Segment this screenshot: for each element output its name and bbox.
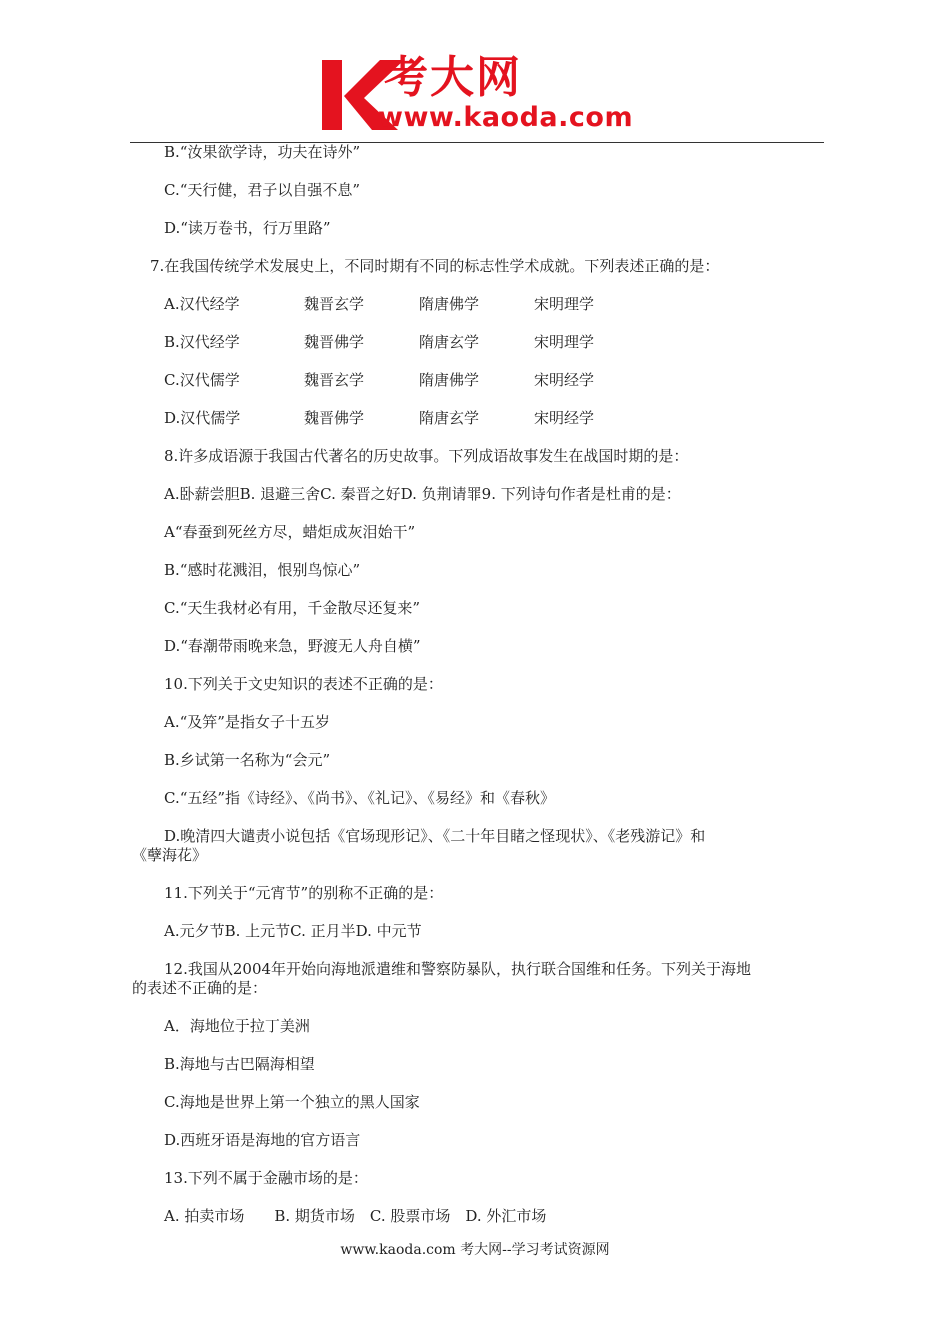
option-cell: 宋明经学 bbox=[534, 409, 595, 427]
q6-option-b: B.“汝果欲学诗，功夫在诗外” bbox=[164, 143, 361, 161]
q10-stem: 10.下列关于文史知识的表述不正确的是： bbox=[164, 675, 443, 693]
q9-option-a: A“春蚕到死丝方尽，蜡炬成灰泪始干” bbox=[164, 523, 416, 541]
q10-option-d-line1: D.晚清四大谴责小说包括《官场现形记》、《二十年目睹之怪现状》、《老残游记》和 bbox=[164, 827, 706, 845]
q12-stem-line2: 的表述不正确的是： bbox=[132, 979, 268, 997]
q12-stem-line1: 12.我国从2004年开始向海地派遣维和警察防暴队，执行联合国维和任务。下列关于海地 bbox=[164, 960, 752, 978]
q7-option-b bbox=[132, 333, 822, 352]
q9-option-c: C.“天生我材必有用，千金散尽还复来” bbox=[164, 599, 421, 617]
option-cell: 隋唐玄学 bbox=[419, 409, 480, 427]
q13-options: A. 拍卖市场 B. 期货市场 C. 股票市场 D. 外汇市场 bbox=[164, 1207, 547, 1225]
option-cell: 宋明经学 bbox=[534, 371, 595, 389]
option-cell: 宋明理学 bbox=[534, 333, 595, 351]
option-cell: 隋唐佛学 bbox=[419, 295, 480, 313]
option-cell: 隋唐玄学 bbox=[419, 333, 480, 351]
option-cell: 魏晋玄学 bbox=[304, 295, 365, 313]
q12-option-a: A．海地位于拉丁美洲 bbox=[164, 1017, 310, 1035]
q6-option-c: C.“天行健，君子以自强不息” bbox=[164, 181, 361, 199]
q11-stem: 11.下列关于“元宵节”的别称不正确的是： bbox=[164, 884, 444, 902]
q8-options-q9-stem: A.卧薪尝胆B. 退避三舍C. 秦晋之好D. 负荆请罪9. 下列诗句作者是杜甫的是： bbox=[164, 485, 681, 503]
q9-option-b: B.“感时花溅泪，恨别鸟惊心” bbox=[164, 561, 361, 579]
kaoda-logo[interactable] bbox=[318, 52, 648, 136]
option-cell: D.汉代儒学 bbox=[164, 409, 241, 427]
q12-option-c: C.海地是世界上第一个独立的黑人国家 bbox=[164, 1093, 420, 1111]
q10-option-a: A.“及笄”是指女子十五岁 bbox=[164, 713, 330, 731]
q10-option-c: C.“五经”指《诗经》、《尚书》、《礼记》、《易经》和《春秋》 bbox=[164, 789, 556, 807]
option-cell: 魏晋佛学 bbox=[304, 333, 365, 351]
option-cell: 魏晋佛学 bbox=[304, 409, 365, 427]
q7-option-a bbox=[132, 295, 822, 314]
option-cell: B.汉代经学 bbox=[164, 333, 240, 351]
q13-stem: 13.下列不属于金融市场的是： bbox=[164, 1169, 368, 1187]
option-cell: A.汉代经学 bbox=[164, 295, 240, 313]
q9-option-d: D.“春潮带雨晚来急，野渡无人舟自横” bbox=[164, 637, 421, 655]
option-cell: C.汉代儒学 bbox=[164, 371, 240, 389]
q12-option-b: B.海地与古巴隔海相望 bbox=[164, 1055, 315, 1073]
option-cell: 隋唐佛学 bbox=[419, 371, 480, 389]
document-body bbox=[132, 143, 822, 1226]
q6-option-d: D.“读万卷书，行万里路” bbox=[164, 219, 331, 237]
q10-option-d-line2: 《孽海花》 bbox=[132, 846, 208, 864]
page-footer: www.kaoda.com 考大网--学习考试资源网 bbox=[340, 1242, 610, 1258]
q10-option-b: B.乡试第一名称为“会元” bbox=[164, 751, 331, 769]
q7-stem: 7.在我国传统学术发展史上，不同时期有不同的标志性学术成就。下列表述正确的是： bbox=[150, 257, 720, 275]
option-cell: 宋明理学 bbox=[534, 295, 595, 313]
logo-url: www.kaoda.com bbox=[378, 102, 634, 133]
q7-option-c bbox=[132, 371, 822, 390]
q12-option-d: D.西班牙语是海地的官方语言 bbox=[164, 1131, 361, 1149]
q11-options: A.元夕节B. 上元节C. 正月半D. 中元节 bbox=[164, 922, 422, 940]
option-cell: 魏晋玄学 bbox=[304, 371, 365, 389]
logo-chinese-name: 考大网 bbox=[384, 52, 522, 103]
q8-stem: 8.许多成语源于我国古代著名的历史故事。下列成语故事发生在战国时期的是： bbox=[164, 447, 689, 465]
q7-option-d bbox=[132, 409, 822, 428]
